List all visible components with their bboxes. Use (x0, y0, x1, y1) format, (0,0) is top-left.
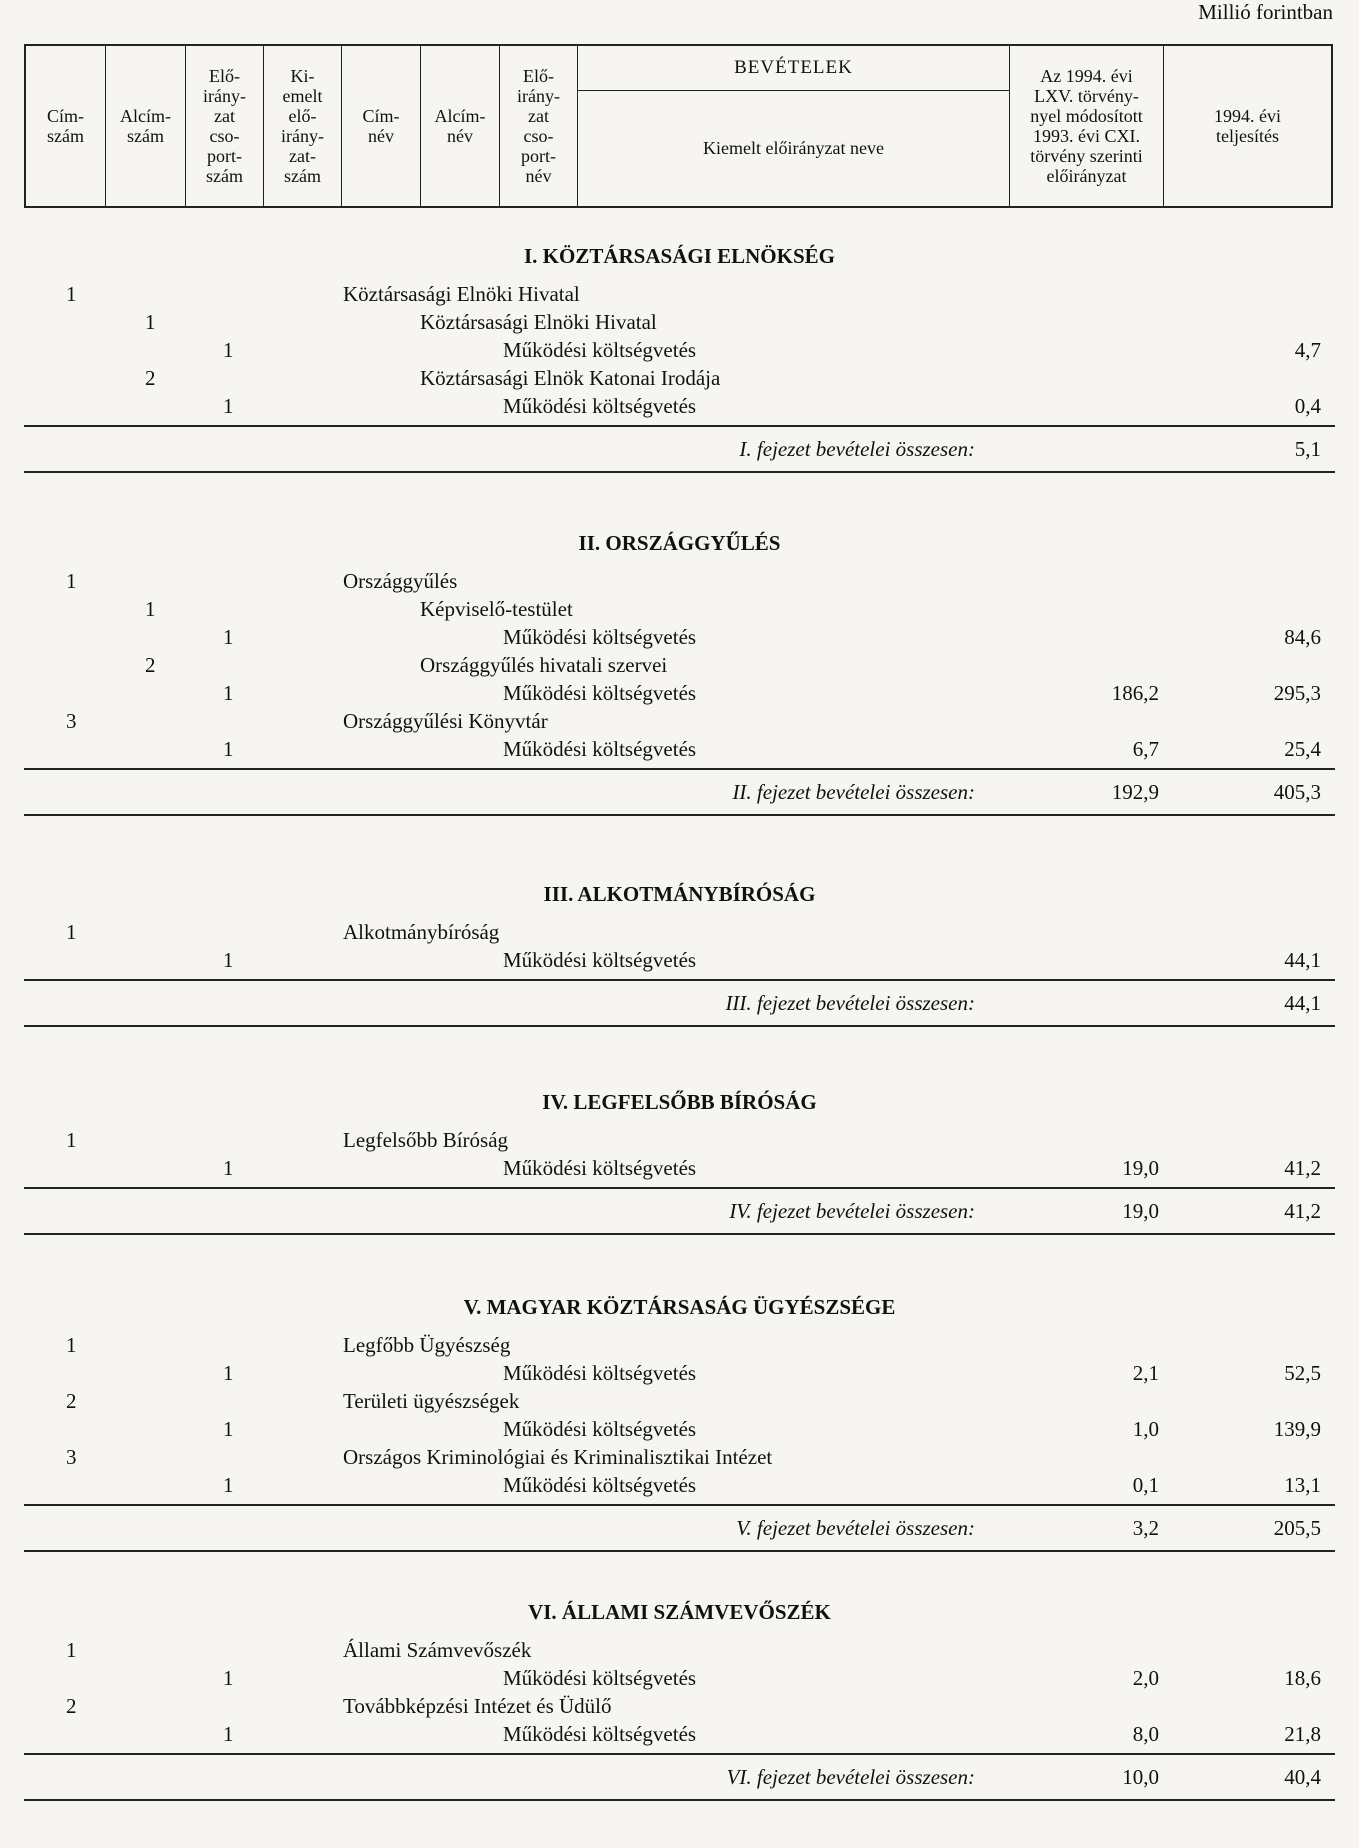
row-number-c3: 1 (223, 681, 234, 705)
row-name: Működési költségvetés (503, 1722, 697, 1746)
row-number-c2: 2 (145, 653, 156, 677)
row-number-c1: 1 (66, 1638, 77, 1662)
chapter-sum-rule-bottom (24, 814, 1335, 816)
chapter-sum-teljesites: 205,5 (1273, 1516, 1321, 1540)
header-bevetelek-title: BEVÉTELEK (578, 46, 1009, 91)
row-name: Képviselő-testület (420, 597, 573, 621)
row-name: Köztársasági Elnöki Hivatal (343, 282, 580, 306)
row-number-c1: 1 (66, 1128, 77, 1152)
row-value-teljesites: 41,2 (1284, 1156, 1321, 1180)
row-name: Működési költségvetés (503, 681, 697, 705)
row-value-modositott: 6,7 (1132, 737, 1159, 761)
row-name: Legfelsőbb Bíróság (343, 1128, 509, 1152)
row-value-modositott: 2,0 (1132, 1666, 1159, 1690)
row-name: Területi ügyészségek (343, 1389, 520, 1413)
row-number-c3: 1 (223, 1473, 234, 1497)
chapter-sum-label: I. fejezet bevételei összesen: (739, 437, 975, 461)
row-value-teljesites: 25,4 (1284, 737, 1321, 761)
chapter-title: VI. ÁLLAMI SZÁMVEVŐSZÉK (528, 1600, 831, 1624)
chapter-sum-label: IV. fejezet bevételei összesen: (729, 1199, 975, 1223)
chapter-sum-rule-top (24, 1753, 1335, 1755)
row-name: Működési költségvetés (503, 394, 697, 418)
row-number-c1: 3 (66, 709, 77, 733)
row-value-modositott: 19,0 (1122, 1156, 1159, 1180)
chapter-sum-rule-bottom (24, 1233, 1335, 1235)
row-number-c2: 1 (145, 310, 156, 334)
header-eloiranyzat-csoportnev-text: Elő- irány- zat cso- port- név (517, 66, 560, 186)
row-value-teljesites: 84,6 (1284, 625, 1321, 649)
chapter-title: I. KÖZTÁRSASÁGI ELNÖKSÉG (523, 244, 835, 268)
chapter-sum-label: VI. fejezet bevételei összesen: (726, 1765, 975, 1789)
row-number-c1: 3 (66, 1445, 77, 1469)
row-number-c1: 1 (66, 282, 77, 306)
chapter-sum-rule-top (24, 1504, 1335, 1506)
row-value-teljesites: 139,9 (1273, 1417, 1321, 1441)
row-name: Működési költségvetés (503, 1417, 697, 1441)
row-name: Működési költségvetés (503, 737, 697, 761)
chapter-sum-teljesites: 40,4 (1284, 1765, 1321, 1789)
chapter-sum-rule-bottom (24, 1799, 1335, 1801)
row-number-c2: 1 (145, 597, 156, 621)
row-value-modositott: 2,1 (1132, 1361, 1159, 1385)
row-number-c1: 1 (66, 569, 77, 593)
row-name: Alkotmánybíróság (343, 920, 500, 944)
header-cimszam-text: Cím- szám (46, 106, 84, 146)
chapter-sum-rule-bottom (24, 1025, 1335, 1027)
row-name: Működési költségvetés (503, 1156, 697, 1180)
row-name: Továbbképzési Intézet és Üdülő (343, 1694, 612, 1718)
chapter-sum-teljesites: 405,3 (1273, 780, 1321, 804)
chapter-sum-modositott: 10,0 (1122, 1765, 1159, 1789)
chapter-sum-rule-bottom (24, 1550, 1335, 1552)
row-name: Működési költségvetés (503, 948, 697, 972)
row-value-teljesites: 4,7 (1294, 338, 1321, 362)
chapter-sum-teljesites: 44,1 (1284, 991, 1321, 1015)
unit-label: Millió forintban (1198, 0, 1333, 24)
chapter-title: V. MAGYAR KÖZTÁRSASÁG ÜGYÉSZSÉGE (463, 1295, 896, 1319)
row-value-teljesites: 0,4 (1294, 394, 1321, 418)
row-value-teljesites: 18,6 (1284, 1666, 1321, 1690)
row-name: Működési költségvetés (503, 625, 697, 649)
chapter-sum-rule-top (24, 1187, 1335, 1189)
row-value-teljesites: 44,1 (1284, 948, 1321, 972)
header-teljesites-text: 1994. évi teljesítés (1214, 106, 1281, 146)
header-alcimszam-text: Alcím- szám (120, 106, 171, 146)
row-number-c3: 1 (223, 1156, 234, 1180)
row-value-teljesites: 52,5 (1284, 1361, 1321, 1385)
row-number-c3: 1 (223, 625, 234, 649)
row-number-c1: 2 (66, 1694, 77, 1718)
row-number-c1: 1 (66, 920, 77, 944)
chapter-sum-rule-top (24, 768, 1335, 770)
chapter-sum-rule-bottom (24, 471, 1335, 473)
row-number-c3: 1 (223, 338, 234, 362)
row-value-modositott: 8,0 (1132, 1722, 1159, 1746)
row-name: Legfőbb Ügyészség (343, 1333, 511, 1357)
row-number-c1: 2 (66, 1389, 77, 1413)
row-value-teljesites: 295,3 (1273, 681, 1321, 705)
row-name: Országgyűlés (343, 569, 458, 593)
chapter-sum-modositott: 192,9 (1111, 780, 1159, 804)
header-modositott-text: Az 1994. évi LXV. törvény- nyel módosított 1993. évi CXI. törvény szerinti előirányzat (1030, 66, 1143, 186)
row-number-c3: 1 (223, 1417, 234, 1441)
row-name: Köztársasági Elnöki Hivatal (420, 310, 657, 334)
row-name: Működési költségvetés (503, 338, 697, 362)
chapter-title: IV. LEGFELSŐBB BÍRÓSÁG (542, 1090, 817, 1114)
row-name: Működési költségvetés (503, 1473, 697, 1497)
row-value-modositott: 0,1 (1132, 1473, 1159, 1497)
row-number-c1: 1 (66, 1333, 77, 1357)
row-name: Működési költségvetés (503, 1666, 697, 1690)
chapter-sum-teljesites: 5,1 (1294, 437, 1321, 461)
row-number-c3: 1 (223, 948, 234, 972)
header-cimnev-text: Cím- név (362, 106, 400, 146)
row-name: Országgyűlési Könyvtár (343, 709, 548, 733)
row-value-modositott: 186,2 (1111, 681, 1159, 705)
chapter-sum-label: III. fejezet bevételei összesen: (725, 991, 975, 1015)
row-name: Köztársasági Elnök Katonai Irodája (420, 366, 721, 390)
row-name: Országos Kriminológiai és Kriminalisztikai Intézet (343, 1445, 773, 1469)
header-eloiranyzat-csoportszam-text: Elő- irány- zat cso- port- szám (203, 66, 246, 186)
chapter-title: II. ORSZÁGGYŰLÉS (578, 531, 781, 555)
row-number-c2: 2 (145, 366, 156, 390)
row-value-teljesites: 21,8 (1284, 1722, 1321, 1746)
header-alcimnev-text: Alcím- név (434, 106, 486, 146)
row-number-c3: 1 (223, 1666, 234, 1690)
chapter-title: III. ALKOTMÁNYBÍRÓSÁG (543, 882, 816, 906)
row-name: Állami Számvevőszék (343, 1638, 532, 1662)
chapter-sum-label: II. fejezet bevételei összesen: (732, 780, 975, 804)
header-kiemelt-eloiranyzat-neve: Kiemelt előirányzat neve (703, 138, 884, 158)
header-kiemelt-eloiranyzat-szam-text: Ki- emelt elő- irány- zat- szám (281, 66, 324, 186)
chapter-sum-teljesites: 41,2 (1284, 1199, 1321, 1223)
chapter-sum-rule-top (24, 979, 1335, 981)
row-number-c3: 1 (223, 394, 234, 418)
chapter-sum-rule-top (24, 425, 1335, 427)
row-value-teljesites: 13,1 (1284, 1473, 1321, 1497)
row-name: Országgyűlés hivatali szervei (420, 653, 668, 677)
chapter-sum-modositott: 19,0 (1122, 1199, 1159, 1223)
chapter-sum-label: V. fejezet bevételei összesen: (736, 1516, 975, 1540)
row-name: Működési költségvetés (503, 1361, 697, 1385)
row-number-c3: 1 (223, 737, 234, 761)
row-value-modositott: 1,0 (1132, 1417, 1159, 1441)
row-number-c3: 1 (223, 1722, 234, 1746)
row-number-c3: 1 (223, 1361, 234, 1385)
chapter-sum-modositott: 3,2 (1132, 1516, 1159, 1540)
